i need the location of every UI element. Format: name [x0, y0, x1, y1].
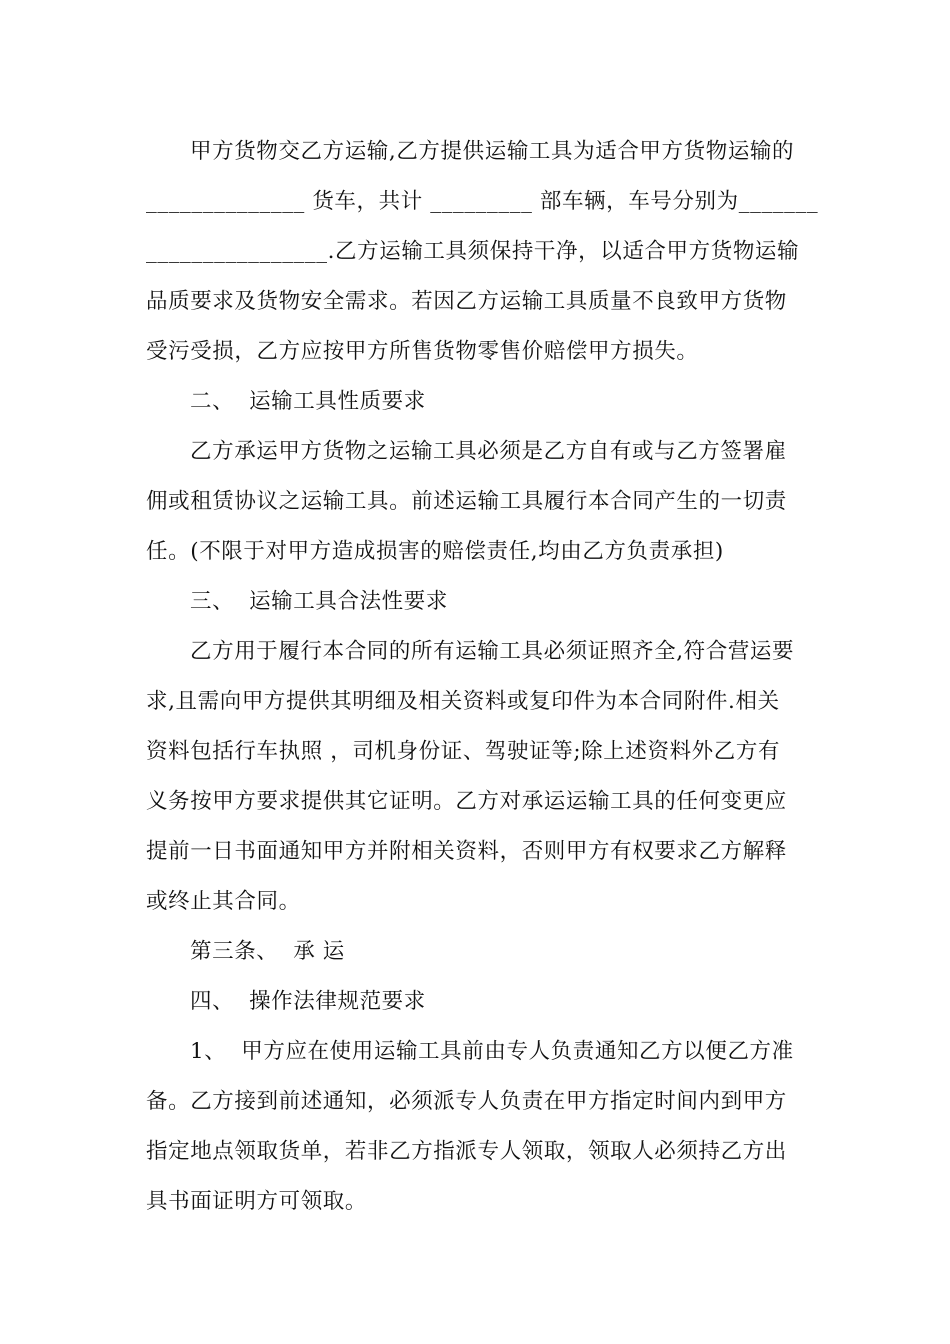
paragraph-line: 或终止其合同。	[146, 889, 301, 914]
paragraph-line: 甲方货物交乙方运输,乙方提供运输工具为适合甲方货物运输的	[190, 139, 795, 164]
paragraph-line: ______________ 货车，共计 _________ 部车辆，车号分别为_______	[146, 189, 819, 214]
paragraph-line: 乙方用于履行本合同的所有运输工具必须证照齐全,符合营运要	[190, 639, 795, 664]
paragraph-line: 义务按甲方要求提供其它证明。乙方对承运运输工具的任何变更应	[146, 789, 787, 814]
section-heading: 三、 运输工具合法性要求	[190, 589, 448, 614]
paragraph-line: 资料包括行车执照 ，司机身份证、驾驶证等;除上述资料外乙方有	[146, 739, 781, 764]
paragraph-line: 指定地点领取货单，若非乙方指派专人领取，领取人必须持乙方出	[146, 1139, 787, 1164]
article-heading: 第三条、 承 运	[190, 939, 345, 964]
paragraph-line: 提前一日书面通知甲方并附相关资料，否则甲方有权要求乙方解释	[146, 839, 787, 864]
paragraph-line: 具书面证明方可领取。	[146, 1189, 368, 1214]
paragraph-line: 1、 甲方应在使用运输工具前由专人负责通知乙方以便乙方准	[190, 1039, 794, 1064]
paragraph-line: ________________.乙方运输工具须保持干净，以适合甲方货物运输	[146, 239, 800, 264]
paragraph-line: 受污受损，乙方应按甲方所售货物零售价赔偿甲方损失。	[146, 339, 699, 364]
paragraph-line: 乙方承运甲方货物之运输工具必须是乙方自有或与乙方签署雇	[190, 439, 787, 464]
paragraph-line: 佣或租赁协议之运输工具。前述运输工具履行本合同产生的一切责	[146, 489, 787, 514]
paragraph-line: 求,且需向甲方提供其明细及相关资料或复印件为本合同附件.相关	[146, 689, 780, 714]
section-heading: 二、 运输工具性质要求	[190, 389, 426, 414]
section-heading: 四、 操作法律规范要求	[190, 989, 426, 1014]
paragraph-line: 备。乙方接到前述通知，必须派专人负责在甲方指定时间内到甲方	[146, 1089, 787, 1114]
paragraph-line: 任。(不限于对甲方造成损害的赔偿责任,均由乙方负责承担)	[146, 539, 724, 564]
paragraph-line: 品质要求及货物安全需求。若因乙方运输工具质量不良致甲方货物	[146, 289, 787, 314]
